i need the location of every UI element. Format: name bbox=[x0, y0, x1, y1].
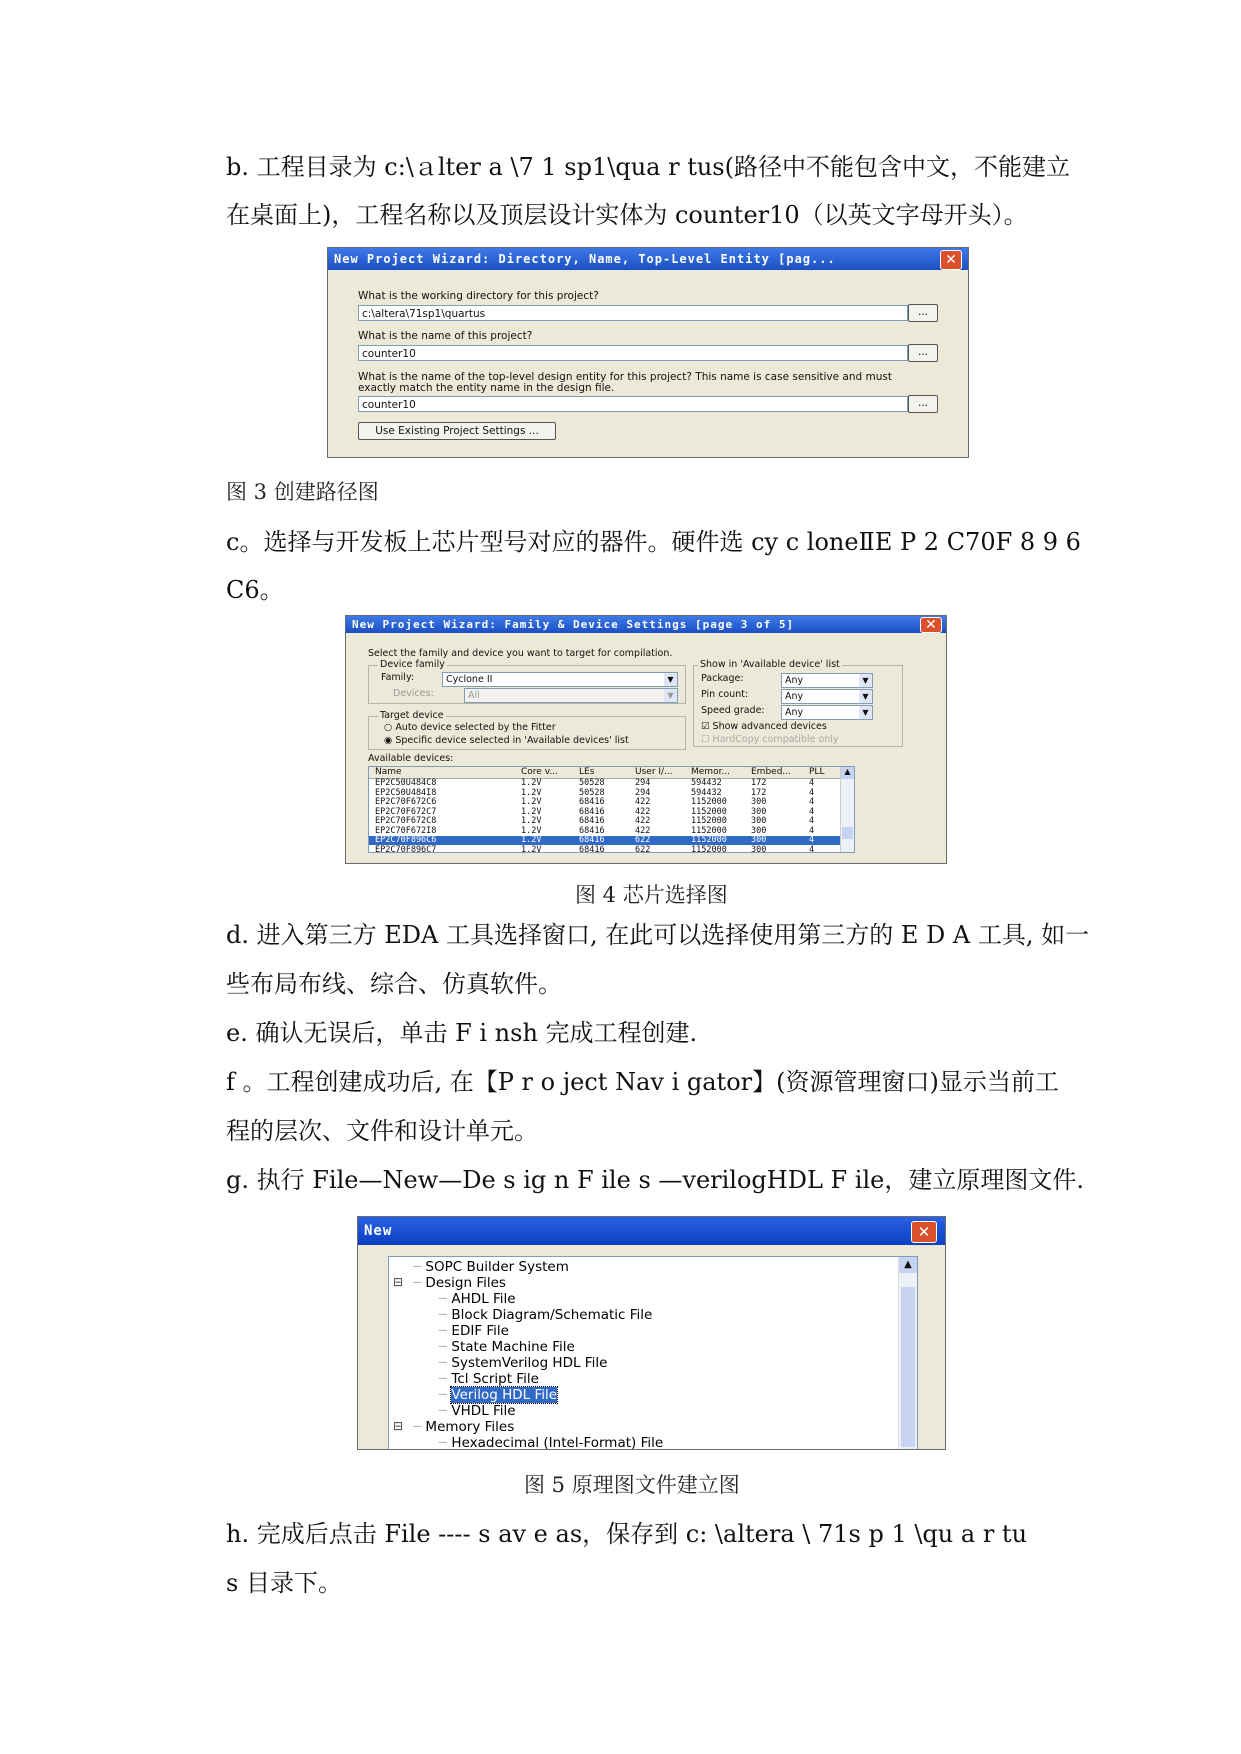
tree-item-label: AHDL File bbox=[451, 1291, 516, 1307]
devices-select[interactable]: All ▼ bbox=[464, 688, 678, 703]
intro-text: Select the family and device you want to target for compilation. bbox=[368, 648, 673, 659]
table-cell: 1.2V bbox=[521, 835, 542, 845]
tree-connector: ┈ bbox=[439, 1323, 452, 1339]
table-cell: 4 bbox=[809, 806, 815, 817]
tree-item[interactable] bbox=[439, 1403, 516, 1419]
table-row[interactable] bbox=[369, 798, 841, 807]
scroll-up-icon[interactable]: ▲ bbox=[899, 1257, 917, 1273]
tree-item-label: Block Diagram/Schematic File bbox=[451, 1307, 653, 1323]
table-cell: 172 bbox=[751, 778, 767, 788]
tree-item[interactable] bbox=[439, 1323, 509, 1339]
para-b-line2: 在桌面上)，工程名称以及顶层设计实体为 counter10（以英文字母开头）。 bbox=[226, 201, 1028, 229]
table-cell: 300 bbox=[751, 835, 767, 845]
table-cell: EP2C70F672C7 bbox=[375, 806, 437, 817]
column-header[interactable]: Name bbox=[375, 767, 402, 777]
column-header[interactable]: Memor... bbox=[691, 767, 731, 777]
table-cell: 422 bbox=[635, 816, 651, 826]
target-device-legend: Target device bbox=[380, 710, 444, 721]
family-device-settings-dialog bbox=[345, 615, 947, 864]
dialog-title-bar: New bbox=[358, 1217, 945, 1245]
table-cell: 4 bbox=[809, 797, 815, 807]
available-devices-table[interactable] bbox=[368, 766, 855, 853]
dialog-title-bar: New Project Wizard: Family & Device Settings [page 3 of 5] bbox=[346, 616, 946, 633]
table-cell: 4 bbox=[809, 787, 815, 798]
column-header[interactable]: PLL bbox=[809, 767, 825, 777]
para-g-line1: g. 执行 File—New—De s ig n F ile s —verilogHDL F ile，建立原理图文件. bbox=[226, 1166, 1084, 1194]
table-cell: 300 bbox=[751, 806, 767, 817]
table-cell: 68416 bbox=[579, 844, 605, 853]
tree-connector: ┈ bbox=[439, 1307, 452, 1323]
package-select[interactable]: Any ▼ bbox=[781, 673, 873, 688]
project-wizard-directory-dialog bbox=[327, 247, 969, 458]
figure-3-caption: 图 3 创建路径图 bbox=[226, 480, 379, 504]
working-directory-field[interactable]: c:\altera\71sp1\quartus bbox=[358, 305, 908, 321]
column-header[interactable]: Embed... bbox=[751, 767, 791, 777]
table-cell: 1.2V bbox=[521, 825, 542, 836]
table-cell: 172 bbox=[751, 787, 767, 798]
table-row[interactable] bbox=[369, 827, 841, 836]
table-cell: EP2C70F672C8 bbox=[375, 816, 437, 826]
tree-item[interactable] bbox=[439, 1339, 575, 1355]
table-cell: EP2C50U484I8 bbox=[375, 787, 437, 798]
speed-grade-select[interactable]: Any ▼ bbox=[781, 705, 873, 720]
para-h-line1: h. 完成后点击 File ---- s av e as，保存到 c: \altera \ 71s p 1 \qu a r tu bbox=[226, 1520, 1028, 1548]
table-row[interactable] bbox=[369, 779, 841, 788]
tree-connector: ┈ bbox=[413, 1419, 426, 1435]
table-cell: 422 bbox=[635, 825, 651, 836]
specific-device-radio[interactable]: ◉ Specific device selected in 'Available devices' list bbox=[384, 735, 629, 746]
table-cell: 422 bbox=[635, 806, 651, 817]
para-e-line1: e. 确认无误后，单击 F i nsh 完成工程创建. bbox=[226, 1019, 698, 1047]
table-cell: EP2C70F672I8 bbox=[375, 825, 437, 836]
tree-item-label: Tcl Script File bbox=[451, 1371, 539, 1387]
devices-label: Devices: bbox=[393, 688, 434, 699]
device-family-legend: Device family bbox=[380, 659, 445, 670]
show-advanced-checkbox[interactable]: ☑ Show advanced devices bbox=[701, 721, 827, 732]
para-f-line1: f 。工程创建成功后, 在【P r o ject Nav i gator】(资源管理窗口)显示当前工 bbox=[226, 1068, 1059, 1096]
table-cell: 294 bbox=[635, 787, 651, 798]
table-cell: 1.2V bbox=[521, 797, 542, 807]
table-row[interactable] bbox=[369, 817, 841, 826]
table-cell: 50528 bbox=[579, 787, 605, 798]
table-cell: 1.2V bbox=[521, 806, 542, 817]
tree-item-label: Hexadecimal (Intel-Format) File bbox=[451, 1435, 664, 1450]
table-header bbox=[369, 767, 841, 779]
scroll-thumb[interactable] bbox=[901, 1287, 915, 1447]
tree-item-label: Design Files bbox=[425, 1275, 506, 1291]
table-cell: 68416 bbox=[579, 825, 605, 836]
tree-item[interactable] bbox=[439, 1435, 663, 1450]
tree-item[interactable] bbox=[439, 1307, 652, 1323]
tree-connector: ┈ bbox=[439, 1387, 452, 1403]
table-cell: EP2C70F896C6 bbox=[375, 835, 437, 845]
table-row[interactable] bbox=[369, 789, 841, 798]
table-cell: 300 bbox=[751, 825, 767, 836]
tree-connector: ┈ bbox=[413, 1259, 426, 1275]
tree-item[interactable] bbox=[393, 1419, 515, 1435]
para-d-line2: 些布局布线、综合、仿真软件。 bbox=[226, 970, 562, 998]
para-h-line2: s 目录下。 bbox=[226, 1569, 342, 1597]
table-cell: 4 bbox=[809, 825, 815, 836]
table-cell: 300 bbox=[751, 816, 767, 826]
table-cell: 594432 bbox=[691, 787, 722, 798]
browse-project-button[interactable]: ... bbox=[908, 344, 938, 362]
table-cell: 594432 bbox=[691, 778, 722, 788]
table-cell: 68416 bbox=[579, 797, 605, 807]
family-label: Family: bbox=[381, 672, 415, 683]
tree-connector: ┈ bbox=[439, 1435, 452, 1450]
table-cell: 1.2V bbox=[521, 844, 542, 853]
chevron-down-icon: ▼ bbox=[859, 706, 872, 719]
file-type-tree[interactable] bbox=[388, 1256, 918, 1450]
table-cell: 50528 bbox=[579, 778, 605, 788]
speed-grade-label: Speed grade: bbox=[701, 705, 765, 716]
table-cell: EP2C50U484C8 bbox=[375, 778, 437, 788]
tree-connector: ┈ bbox=[439, 1371, 452, 1387]
browse-entity-button[interactable]: ... bbox=[908, 395, 938, 413]
table-cell: 422 bbox=[635, 797, 651, 807]
table-row[interactable] bbox=[369, 846, 841, 854]
table-cell: 1152000 bbox=[691, 825, 727, 836]
tree-item[interactable] bbox=[439, 1291, 516, 1307]
tree-item-label: SystemVerilog HDL File bbox=[451, 1355, 608, 1371]
para-f-line2: 程的层次、文件和设计单元。 bbox=[226, 1117, 538, 1145]
para-b-line1: b. 工程目录为 c:\ａlter a \7 1 sp1\qua r tus(路径中不能包含中文，不能建立 bbox=[226, 153, 1070, 181]
new-file-dialog bbox=[357, 1216, 946, 1450]
tree-item[interactable] bbox=[413, 1259, 569, 1275]
chevron-down-icon: ▼ bbox=[859, 690, 872, 703]
table-cell: 4 bbox=[809, 844, 815, 853]
table-cell: 68416 bbox=[579, 806, 605, 817]
table-cell: 1152000 bbox=[691, 816, 727, 826]
tree-item-label: EDIF File bbox=[451, 1323, 509, 1339]
available-devices-label: Available devices: bbox=[368, 753, 454, 764]
dialog-title-bar: New Project Wizard: Directory, Name, Top-Level Entity [pag... bbox=[328, 248, 968, 270]
tree-item[interactable] bbox=[393, 1275, 506, 1291]
table-cell: 1152000 bbox=[691, 797, 727, 807]
table-cell: 1.2V bbox=[521, 787, 542, 798]
para-c-line2: C6。 bbox=[226, 576, 284, 604]
project-name-label: What is the name of this project? bbox=[358, 330, 533, 342]
table-cell: 300 bbox=[751, 797, 767, 807]
chevron-down-icon: ▼ bbox=[664, 673, 677, 686]
table-cell: 622 bbox=[635, 844, 651, 853]
tree-connector: ┈ bbox=[439, 1291, 452, 1307]
working-directory-label: What is the working directory for this project? bbox=[358, 290, 599, 302]
table-cell: 1152000 bbox=[691, 806, 727, 817]
tree-item[interactable] bbox=[439, 1355, 607, 1371]
tree-item-label: Verilog HDL File bbox=[451, 1387, 558, 1403]
table-cell: 1152000 bbox=[691, 844, 727, 853]
browse-directory-button[interactable]: ... bbox=[908, 304, 938, 322]
family-select[interactable]: Cyclone II ▼ bbox=[442, 672, 678, 687]
tree-item[interactable] bbox=[439, 1371, 539, 1387]
project-name-field[interactable]: counter10 bbox=[358, 345, 908, 361]
table-cell: 1.2V bbox=[521, 816, 542, 826]
chevron-down-icon: ▼ bbox=[664, 689, 677, 702]
table-cell: 1.2V bbox=[521, 778, 542, 788]
tree-connector: ┈ bbox=[413, 1275, 426, 1291]
package-label: Package: bbox=[701, 673, 744, 684]
tree-item-label: VHDL File bbox=[451, 1403, 516, 1419]
top-level-entity-label-2: exactly match the entity name in the design file. bbox=[358, 382, 615, 394]
top-level-entity-label-1: What is the name of the top-level design entity for this project? This name is case sensitive and must bbox=[358, 371, 892, 383]
pin-count-select[interactable]: Any ▼ bbox=[781, 689, 873, 704]
table-scrollbar[interactable] bbox=[840, 767, 854, 852]
table-cell: 622 bbox=[635, 835, 651, 845]
top-level-entity-field[interactable]: counter10 bbox=[358, 396, 908, 412]
table-cell: 4 bbox=[809, 816, 815, 826]
para-c-line1: c。选择与开发板上芯片型号对应的器件。硬件选 cy c loneⅡE P 2 C70F 8 9 6 bbox=[226, 528, 1081, 556]
pin-count-label: Pin count: bbox=[701, 689, 749, 700]
scroll-thumb[interactable] bbox=[842, 827, 853, 839]
tree-item-label: SOPC Builder System bbox=[425, 1259, 569, 1275]
figure-5-caption: 图 5 原理图文件建立图 bbox=[524, 1473, 740, 1497]
hardcopy-checkbox[interactable]: ☐ HardCopy compatible only bbox=[701, 734, 839, 745]
table-cell: 4 bbox=[809, 778, 815, 788]
column-header[interactable]: LEs bbox=[579, 767, 595, 777]
auto-device-radio[interactable]: ○ Auto device selected by the Fitter bbox=[384, 722, 556, 733]
close-icon[interactable]: ✕ bbox=[920, 617, 942, 633]
collapse-icon[interactable]: ⊟ bbox=[393, 1419, 404, 1433]
table-cell: 300 bbox=[751, 844, 767, 853]
table-cell: 1152000 bbox=[691, 835, 727, 845]
column-header[interactable]: Core v... bbox=[521, 767, 558, 777]
tree-scrollbar[interactable] bbox=[898, 1257, 917, 1450]
close-icon[interactable]: ✕ bbox=[940, 250, 962, 270]
tree-connector: ┈ bbox=[439, 1355, 452, 1371]
column-header[interactable]: User I/... bbox=[635, 767, 673, 777]
table-cell: 68416 bbox=[579, 835, 605, 845]
tree-item[interactable] bbox=[439, 1387, 557, 1403]
tree-item-label: Memory Files bbox=[425, 1419, 515, 1435]
use-existing-settings-button[interactable]: Use Existing Project Settings ... bbox=[358, 422, 556, 440]
table-row[interactable] bbox=[369, 808, 841, 817]
table-cell: 294 bbox=[635, 778, 651, 788]
figure-4-caption: 图 4 芯片选择图 bbox=[575, 883, 728, 907]
table-cell: 68416 bbox=[579, 816, 605, 826]
show-in-legend: Show in 'Available device' list bbox=[700, 659, 840, 670]
tree-connector: ┈ bbox=[439, 1339, 452, 1355]
close-icon[interactable]: ✕ bbox=[911, 1221, 937, 1243]
table-cell: EP2C70F672C6 bbox=[375, 797, 437, 807]
para-d-line1: d. 进入第三方 EDA 工具选择窗口, 在此可以选择使用第三方的 E D A 工具, 如一 bbox=[226, 921, 1090, 949]
scroll-up-icon[interactable]: ▲ bbox=[841, 767, 854, 779]
tree-connector: ┈ bbox=[439, 1403, 452, 1419]
table-row[interactable] bbox=[369, 836, 841, 845]
table-cell: EP2C70F896C7 bbox=[375, 844, 437, 853]
table-cell: 4 bbox=[809, 835, 815, 845]
tree-item-label: State Machine File bbox=[451, 1339, 575, 1355]
collapse-icon[interactable]: ⊟ bbox=[393, 1275, 404, 1289]
chevron-down-icon: ▼ bbox=[859, 674, 872, 687]
